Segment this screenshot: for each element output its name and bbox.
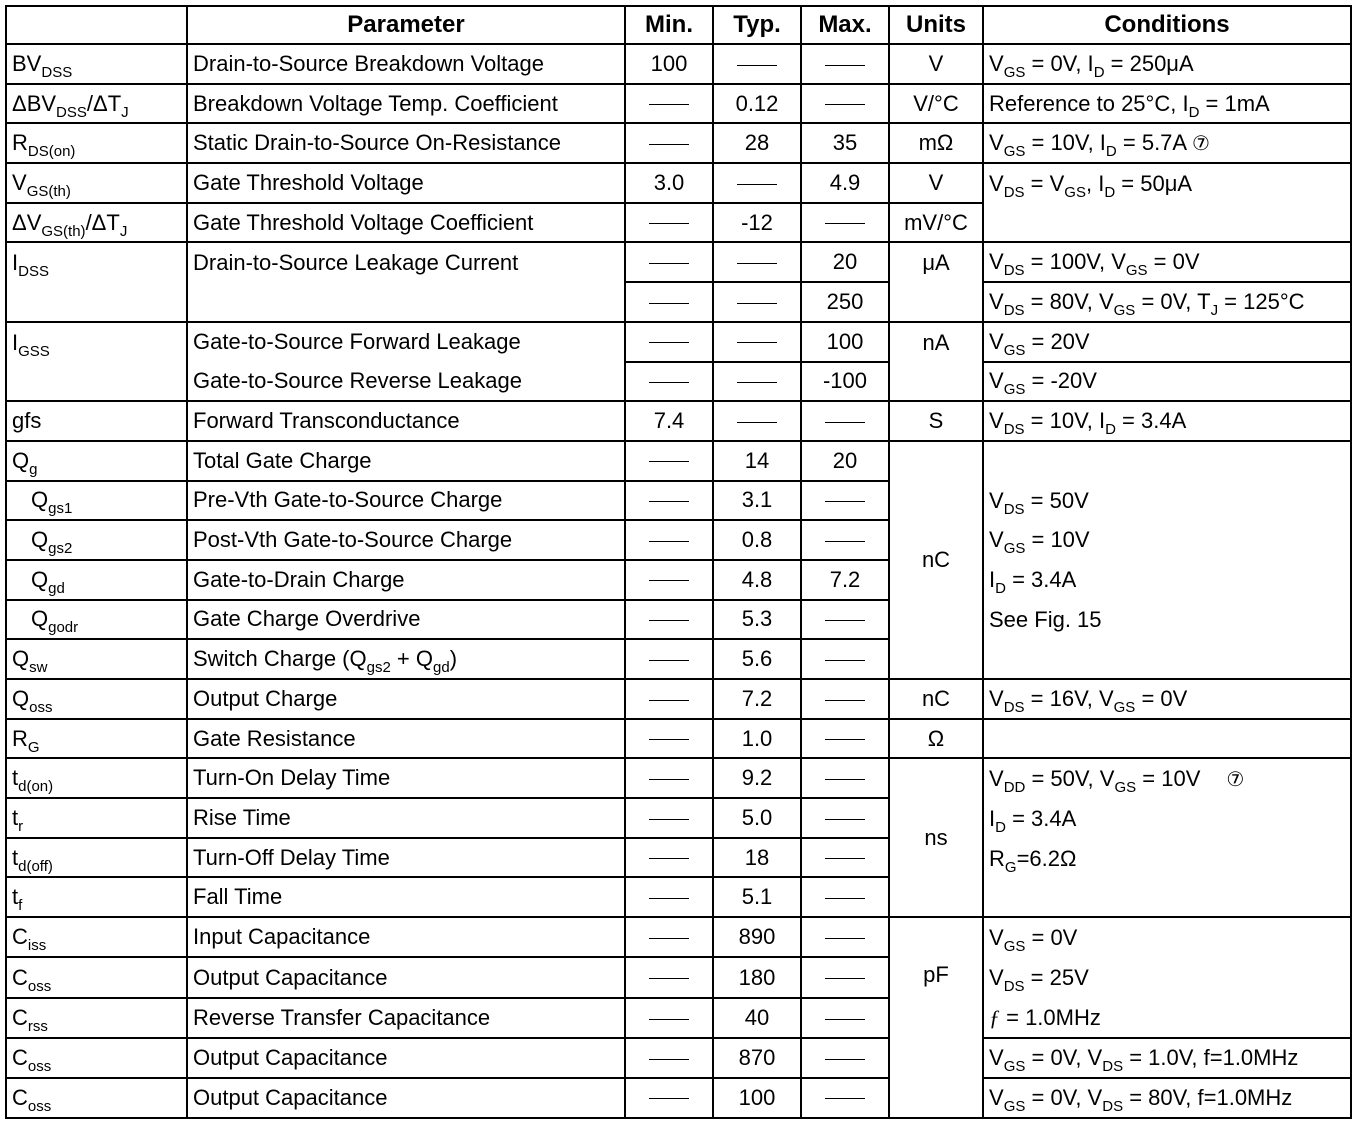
condition-line: $I_D = 3.4A$: [989, 806, 1077, 837]
typ-cell: 1.0: [713, 719, 801, 759]
typ-cell: [713, 322, 801, 362]
max-cell: 7.2: [801, 560, 889, 600]
table-row: [6, 758, 1351, 798]
parameter-cell: Rise Time: [187, 798, 625, 838]
dash: [825, 104, 865, 105]
conditions-cell: $V_{DS} = 10V$, $I_D = 3.4A$: [983, 401, 1351, 441]
conditions-cell: $V_{DS} = V_{GS}$, $I_D = 50\mu A$: [983, 163, 1351, 242]
symbol-cell: $Q_{gs1}$: [6, 481, 187, 521]
table-row: [6, 679, 1351, 719]
header-conditions: Conditions: [983, 6, 1351, 44]
typ-cell: 4.8: [713, 560, 801, 600]
parameter-cell: Fall Time: [187, 877, 625, 917]
units-cell: V: [889, 44, 983, 84]
max-cell: [801, 84, 889, 124]
symbol-cell: $t_r$: [6, 798, 187, 838]
symbol-cell: $C_{oss}$: [6, 957, 187, 997]
max-cell: [801, 877, 889, 917]
dash: [649, 700, 689, 701]
units-cell: Ω: [889, 719, 983, 759]
min-cell: [625, 838, 713, 878]
dash: [825, 660, 865, 661]
typ-cell: 18: [713, 838, 801, 878]
typ-cell: 890: [713, 917, 801, 957]
condition-line: ƒ = 1.0MHz: [989, 1004, 1101, 1030]
min-cell: [625, 242, 713, 282]
dash: [825, 620, 865, 621]
table-row: [6, 1078, 1351, 1118]
dash: [825, 700, 865, 701]
parameter-cell: Breakdown Voltage Temp. Coefficient: [187, 84, 625, 124]
conditions-cell: [983, 719, 1351, 759]
max-cell: [801, 1038, 889, 1078]
condition-line: $V_{DS} = 50V$: [989, 487, 1089, 518]
dash: [649, 1019, 689, 1020]
typ-cell: 5.6: [713, 639, 801, 679]
conditions-cell: $V_{GS} = 20V$: [983, 322, 1351, 362]
parameter-cell: Switch Charge $(Q_{gs2} + Q_{gd})$: [187, 639, 625, 679]
typ-cell: 5.3: [713, 600, 801, 640]
dash: [737, 184, 777, 185]
dash: [649, 263, 689, 264]
conditions-cell: Reference to 25°C, $I_D = 1mA$: [983, 84, 1351, 124]
table-row: [6, 719, 1351, 759]
max-cell: [801, 44, 889, 84]
symbol-cell: $t_{d(on)}$: [6, 758, 187, 798]
units-cell: nC: [889, 441, 983, 679]
symbol-cell: $R_{DS(on)}$: [6, 123, 187, 163]
dash: [649, 223, 689, 224]
dash: [737, 65, 777, 66]
parameter-cell: Gate Threshold Voltage Coefficient: [187, 203, 625, 243]
conditions-cell: $V_{DS} = 100V$, $V_{GS} = 0V$: [983, 242, 1351, 282]
max-cell: [801, 679, 889, 719]
note-7-icon: ⑦: [1192, 133, 1210, 156]
dash: [649, 1098, 689, 1099]
table-row: [6, 322, 1351, 362]
max-cell: [801, 639, 889, 679]
min-cell: [625, 441, 713, 481]
symbol-cell: $Q_{sw}$: [6, 639, 187, 679]
symbol-cell: $Q_{gs2}$: [6, 520, 187, 560]
min-cell: [625, 957, 713, 997]
header-row: [6, 6, 1351, 44]
dash: [825, 501, 865, 502]
max-cell: 20: [801, 441, 889, 481]
dash: [649, 501, 689, 502]
max-cell: [801, 600, 889, 640]
symbol-cell: $C_{iss}$: [6, 917, 187, 957]
dash: [825, 819, 865, 820]
typ-cell: [713, 242, 801, 282]
max-cell: [801, 520, 889, 560]
dash: [825, 858, 865, 859]
max-cell: -100: [801, 362, 889, 402]
header-max: Max.: [801, 6, 889, 44]
units-cell: nA: [889, 322, 983, 401]
dash: [649, 739, 689, 740]
min-cell: [625, 758, 713, 798]
typ-cell: 7.2: [713, 679, 801, 719]
header-symbol: [6, 6, 187, 44]
typ-cell: [713, 44, 801, 84]
min-cell: [625, 84, 713, 124]
symbol-cell: gfs: [6, 401, 187, 441]
symbol-cell: $I_{GSS}$: [6, 322, 187, 401]
condition-line: $V_{DS} = 25V$: [989, 964, 1089, 995]
dash: [649, 144, 689, 145]
min-cell: [625, 123, 713, 163]
min-cell: [625, 203, 713, 243]
parameter-cell: Post-Vth Gate-to-Source Charge: [187, 520, 625, 560]
table-row: [6, 362, 1351, 402]
dash: [649, 461, 689, 462]
header-units: Units: [889, 6, 983, 44]
typ-cell: 14: [713, 441, 801, 481]
max-cell: [801, 481, 889, 521]
conditions-cell: [983, 917, 1351, 1038]
symbol-cell: $Q_{oss}$: [6, 679, 187, 719]
max-cell: 4.9: [801, 163, 889, 203]
units-cell: pF: [889, 917, 983, 1117]
parameter-cell: Gate-to-Drain Charge: [187, 560, 625, 600]
conditions-cell: [983, 441, 1351, 679]
max-cell: [801, 203, 889, 243]
table-row: [6, 1038, 1351, 1078]
parameter-cell: Output Capacitance: [187, 1038, 625, 1078]
table-row: [6, 401, 1351, 441]
max-cell: [801, 401, 889, 441]
parameter-cell: Gate-to-Source Forward Leakage: [187, 322, 625, 362]
units-cell: ns: [889, 758, 983, 917]
parameter-cell: Gate-to-Source Reverse Leakage: [187, 362, 625, 402]
table-row: [6, 123, 1351, 163]
min-cell: [625, 798, 713, 838]
dash: [649, 1059, 689, 1060]
symbol-cell: $t_f$: [6, 877, 187, 917]
typ-cell: 3.1: [713, 481, 801, 521]
symbol-cell: $t_{d(off)}$: [6, 838, 187, 878]
condition-line: $I_D = 3.4A$: [989, 566, 1077, 597]
dash: [825, 779, 865, 780]
typ-cell: -12: [713, 203, 801, 243]
typ-cell: 28: [713, 123, 801, 163]
dash: [825, 223, 865, 224]
symbol-cell: $C_{oss}$: [6, 1078, 187, 1118]
parameter-cell: Drain-to-Source Breakdown Voltage: [187, 44, 625, 84]
dash: [737, 382, 777, 383]
typ-cell: 0.12: [713, 84, 801, 124]
header-min: Min.: [625, 6, 713, 44]
units-cell: V/°C: [889, 84, 983, 124]
note-7-icon: ⑦: [1226, 769, 1245, 792]
dash: [825, 65, 865, 66]
conditions-cell: $V_{DS} = 16V$, $V_{GS} = 0V$: [983, 679, 1351, 719]
dash: [737, 422, 777, 423]
dash: [825, 739, 865, 740]
parameter-cell: Gate Threshold Voltage: [187, 163, 625, 203]
table-row: [6, 441, 1351, 481]
symbol-cell: $BV_{DSS}$: [6, 44, 187, 84]
dash: [649, 779, 689, 780]
units-cell: S: [889, 401, 983, 441]
dash: [649, 303, 689, 304]
units-cell: V: [889, 163, 983, 203]
symbol-cell: $Q_{godr}$: [6, 600, 187, 640]
min-cell: [625, 917, 713, 957]
typ-cell: 100: [713, 1078, 801, 1118]
parameter-cell: Turn-Off Delay Time: [187, 838, 625, 878]
dash: [649, 580, 689, 581]
dash: [649, 342, 689, 343]
min-cell: [625, 877, 713, 917]
condition-line: $V_{DD} = 50V$, $V_{GS} = 10V$ ⑦: [989, 766, 1245, 797]
dash: [737, 342, 777, 343]
table-row: [6, 84, 1351, 124]
min-cell: [625, 679, 713, 719]
min-cell: [625, 639, 713, 679]
dash: [737, 303, 777, 304]
typ-cell: [713, 362, 801, 402]
dash: [825, 1059, 865, 1060]
symbol-cell: $R_G$: [6, 719, 187, 759]
conditions-cell: $V_{DS} = 80V$, $V_{GS} = 0V$, $T_J = 125^\circ C$: [983, 282, 1351, 322]
typ-cell: 40: [713, 998, 801, 1038]
dash: [649, 541, 689, 542]
parameter-cell: Drain-to-Source Leakage Current: [187, 242, 625, 321]
header-typ: Typ.: [713, 6, 801, 44]
dash: [649, 978, 689, 979]
dash: [649, 104, 689, 105]
min-cell: [625, 322, 713, 362]
max-cell: 100: [801, 322, 889, 362]
units-cell: mΩ: [889, 123, 983, 163]
max-cell: [801, 998, 889, 1038]
parameter-cell: Reverse Transfer Capacitance: [187, 998, 625, 1038]
parameter-cell: Gate Resistance: [187, 719, 625, 759]
parameter-cell: Pre-Vth Gate-to-Source Charge: [187, 481, 625, 521]
condition-line: $R_G=6.2\Omega$: [989, 845, 1077, 876]
typ-cell: [713, 401, 801, 441]
dash: [649, 819, 689, 820]
max-cell: [801, 957, 889, 997]
dash: [825, 541, 865, 542]
min-cell: [625, 481, 713, 521]
conditions-cell: [983, 758, 1351, 917]
units-cell: μA: [889, 242, 983, 321]
typ-cell: 5.0: [713, 798, 801, 838]
min-cell: 100: [625, 44, 713, 84]
parameter-cell: Forward Transconductance: [187, 401, 625, 441]
dash: [737, 263, 777, 264]
dash: [825, 422, 865, 423]
dash: [825, 898, 865, 899]
typ-cell: [713, 163, 801, 203]
min-cell: [625, 560, 713, 600]
symbol-cell: $\Delta V_{GS(th)}/\Delta T_J$: [6, 203, 187, 243]
symbol-cell: $C_{rss}$: [6, 998, 187, 1038]
table-row: [6, 163, 1351, 203]
conditions-cell: $V_{GS} = 0V$, $V_{DS} = 80V$, f=1.0MHz: [983, 1078, 1351, 1118]
min-cell: 3.0: [625, 163, 713, 203]
min-cell: [625, 719, 713, 759]
parameter-cell: Gate Charge Overdrive: [187, 600, 625, 640]
min-cell: [625, 1078, 713, 1118]
dash: [825, 938, 865, 939]
typ-cell: 5.1: [713, 877, 801, 917]
conditions-cell: $V_{GS} = 10V$, $I_D = 5.7A$ ⑦: [983, 123, 1351, 163]
parameter-cell: Input Capacitance: [187, 917, 625, 957]
dash: [649, 620, 689, 621]
table-row: [6, 44, 1351, 84]
electrical-characteristics-table: [5, 5, 1352, 1119]
dash: [825, 978, 865, 979]
symbol-cell: $C_{oss}$: [6, 1038, 187, 1078]
symbol-cell: $Q_g$: [6, 441, 187, 481]
max-cell: [801, 719, 889, 759]
parameter-cell: Static Drain-to-Source On-Resistance: [187, 123, 625, 163]
max-cell: [801, 1078, 889, 1118]
min-cell: [625, 520, 713, 560]
typ-cell: 0.8: [713, 520, 801, 560]
symbol-cell: $\Delta BV_{DSS}/\Delta T_J$: [6, 84, 187, 124]
max-cell: [801, 798, 889, 838]
units-cell: mV/°C: [889, 203, 983, 243]
dash: [649, 660, 689, 661]
dash: [649, 382, 689, 383]
parameter-cell: Output Charge: [187, 679, 625, 719]
min-cell: [625, 362, 713, 402]
conditions-cell: $V_{GS} = 0V$, $V_{DS} = 1.0V$, f=1.0MHz: [983, 1038, 1351, 1078]
dash: [649, 938, 689, 939]
header-parameter: Parameter: [187, 6, 625, 44]
max-cell: [801, 838, 889, 878]
typ-cell: 180: [713, 957, 801, 997]
conditions-cell: $V_{GS} = -20V$: [983, 362, 1351, 402]
max-cell: 20: [801, 242, 889, 282]
symbol-cell: $V_{GS(th)}$: [6, 163, 187, 203]
min-cell: [625, 282, 713, 322]
conditions-cell: $V_{GS} = 0V$, $I_D = 250\mu A$: [983, 44, 1351, 84]
parameter-cell: Turn-On Delay Time: [187, 758, 625, 798]
condition-line: $V_{GS} = 0V$: [989, 925, 1078, 956]
typ-cell: 9.2: [713, 758, 801, 798]
min-cell: [625, 600, 713, 640]
dash: [649, 858, 689, 859]
min-cell: [625, 1038, 713, 1078]
table-row: [6, 242, 1351, 282]
dash: [825, 1098, 865, 1099]
max-cell: [801, 758, 889, 798]
dash: [649, 898, 689, 899]
typ-cell: 870: [713, 1038, 801, 1078]
parameter-cell: Output Capacitance: [187, 1078, 625, 1118]
symbol-cell: $Q_{gd}$: [6, 560, 187, 600]
symbol-cell: $I_{DSS}$: [6, 242, 187, 321]
typ-cell: [713, 282, 801, 322]
table-row: [6, 917, 1351, 957]
min-cell: [625, 998, 713, 1038]
condition-line: $V_{GS} = 10V$: [989, 527, 1090, 558]
condition-line: See Fig. 15: [989, 606, 1102, 632]
max-cell: [801, 917, 889, 957]
parameter-cell: Output Capacitance: [187, 957, 625, 997]
min-cell: 7.4: [625, 401, 713, 441]
parameter-cell: Total Gate Charge: [187, 441, 625, 481]
max-cell: 250: [801, 282, 889, 322]
max-cell: 35: [801, 123, 889, 163]
units-cell: nC: [889, 679, 983, 719]
dash: [825, 1019, 865, 1020]
